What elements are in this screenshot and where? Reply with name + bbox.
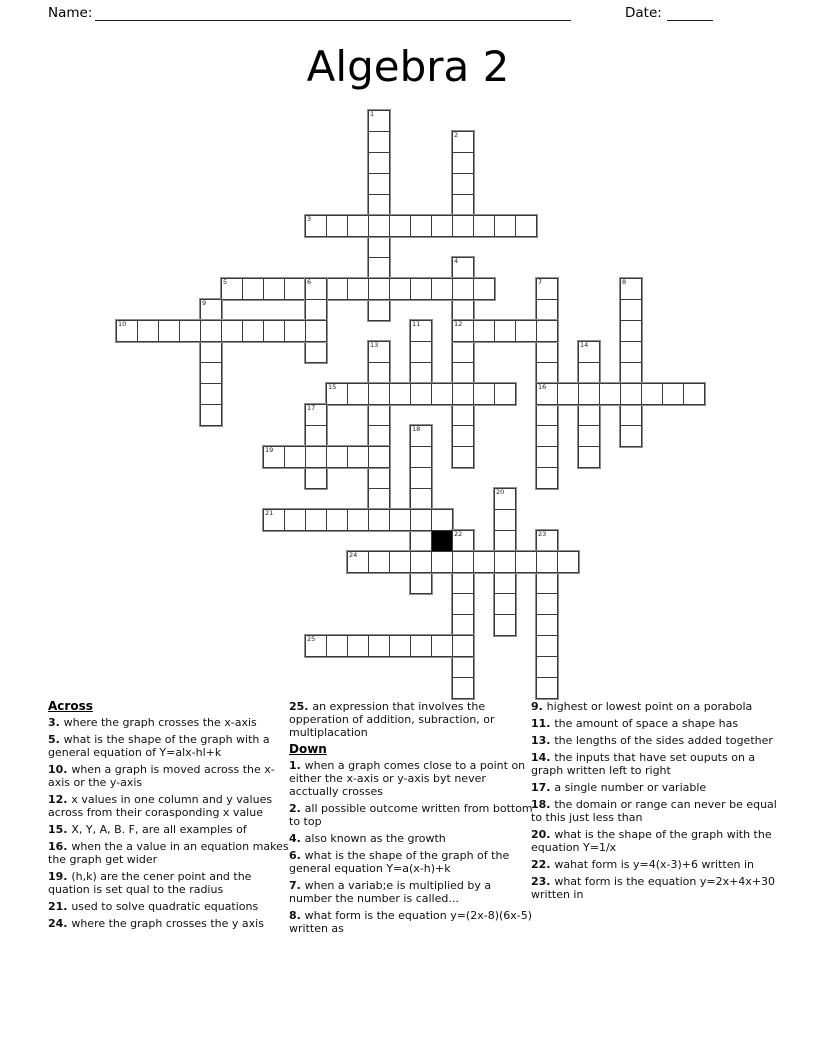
grid-cell	[557, 551, 579, 573]
word-number: 18	[412, 425, 421, 433]
grid-cell	[368, 383, 390, 405]
grid-cell	[221, 320, 243, 342]
grid-cell	[473, 278, 495, 300]
grid-cell	[326, 215, 348, 237]
grid-cell	[494, 530, 516, 552]
grid-cell	[620, 404, 642, 426]
clue-3: 3. where the graph crosses the x-axis	[48, 716, 257, 729]
grid-cell	[326, 278, 348, 300]
grid-cell	[410, 383, 432, 405]
grid-cell	[536, 656, 558, 678]
grid-cell	[557, 383, 579, 405]
grid-cell	[200, 320, 222, 342]
grid-cell	[536, 425, 558, 447]
date-label: Date:	[625, 5, 662, 21]
word-number: 9	[202, 299, 207, 307]
grid-cell	[473, 320, 495, 342]
word-number: 21	[265, 509, 274, 517]
grid-cell	[410, 488, 432, 510]
grid-cell	[536, 572, 558, 594]
clue-14: 14. the inputs that have set ouputs on a graph written left to right	[531, 751, 756, 777]
grid-cell	[410, 530, 432, 552]
grid-cell	[410, 509, 432, 531]
grid-cell	[452, 278, 474, 300]
grid-cell	[389, 551, 411, 573]
grid-cell	[389, 278, 411, 300]
grid-cell	[452, 383, 474, 405]
grid-cell	[410, 362, 432, 384]
word-number: 4	[454, 257, 459, 265]
clue-4: 4. also known as the growth	[289, 832, 446, 845]
grid-cell	[410, 446, 432, 468]
word-number: 24	[349, 551, 358, 559]
grid-cell	[410, 467, 432, 489]
grid-cell	[368, 173, 390, 195]
grid-cell	[578, 425, 600, 447]
grid-cell	[431, 383, 453, 405]
grid-cell	[326, 635, 348, 657]
grid-cell	[410, 278, 432, 300]
grid-cell	[620, 299, 642, 321]
grid-cell	[263, 320, 285, 342]
grid-cell	[473, 215, 495, 237]
clue-15: 15. X, Y, A, B. F, are all examples of	[48, 823, 247, 836]
grid-cell	[431, 509, 453, 531]
grid-cell	[452, 656, 474, 678]
clue-17: 17. a single number or variable	[531, 781, 707, 794]
grid-cell	[662, 383, 684, 405]
clue-column-1	[48, 700, 290, 934]
word-number: 2	[454, 131, 459, 139]
grid-cell	[368, 467, 390, 489]
grid-cell	[452, 404, 474, 426]
clue-column-3	[531, 700, 779, 905]
clue-8: 8. what form is the equation y=(2x-8)(6x-5) written as	[289, 909, 533, 935]
grid-cell	[494, 383, 516, 405]
word-10-across	[116, 320, 327, 342]
grid-cell	[683, 383, 705, 405]
word-3-across	[305, 215, 537, 237]
grid-cell	[389, 509, 411, 531]
grid-cell	[326, 446, 348, 468]
clue-6: 6. what is the shape of the graph of the general equation Y=a(x-h)+k	[289, 849, 510, 875]
clue-1: 1. when a graph comes close to a point on either the x-axis or y-axis byt never acctually crosses	[289, 759, 526, 798]
word-number: 3	[307, 215, 312, 223]
black-cell	[431, 530, 453, 552]
grid-cell	[473, 383, 495, 405]
grid-cell	[620, 320, 642, 342]
word-number: 7	[538, 278, 543, 286]
grid-cell	[494, 614, 516, 636]
grid-cell	[368, 131, 390, 153]
word-number: 6	[307, 278, 312, 286]
grid-cell	[368, 425, 390, 447]
grid-cell	[452, 341, 474, 363]
word-number: 25	[307, 635, 316, 643]
grid-cell	[536, 320, 558, 342]
word-number: 11	[412, 320, 421, 328]
grid-cell	[452, 635, 474, 657]
grid-cell	[536, 635, 558, 657]
grid-cell	[368, 362, 390, 384]
grid-cell	[347, 215, 369, 237]
word-21-across	[263, 509, 453, 531]
grid-cell	[452, 173, 474, 195]
grid-cell	[242, 278, 264, 300]
grid-cell	[536, 404, 558, 426]
grid-cell	[431, 551, 453, 573]
grid-cell	[494, 593, 516, 615]
grid-cell	[284, 278, 306, 300]
grid-cell	[452, 425, 474, 447]
grid-cell	[347, 278, 369, 300]
word-number: 20	[496, 488, 505, 496]
grid-cell	[305, 299, 327, 321]
grid-cell	[305, 425, 327, 447]
word-number: 15	[328, 383, 337, 391]
grid-cell	[200, 362, 222, 384]
grid-cell	[368, 236, 390, 258]
grid-cell	[452, 299, 474, 321]
grid-cell	[536, 341, 558, 363]
grid-cell	[347, 635, 369, 657]
grid-cell	[515, 215, 537, 237]
grid-cell	[452, 152, 474, 174]
grid-cell	[389, 635, 411, 657]
grid-cell	[599, 383, 621, 405]
clue-13: 13. the lengths of the sides added together	[531, 734, 773, 747]
grid-cell	[536, 446, 558, 468]
grid-cell	[410, 215, 432, 237]
grid-cell	[452, 362, 474, 384]
grid-cell	[368, 152, 390, 174]
grid-cell	[368, 299, 390, 321]
grid-cell	[368, 446, 390, 468]
grid-cell	[452, 446, 474, 468]
grid-cell	[347, 446, 369, 468]
grid-cell	[536, 551, 558, 573]
clue-22: 22. wahat form is y=4(x-3)+6 written in	[531, 858, 754, 871]
word-15-across	[326, 383, 516, 405]
grid-cell	[578, 446, 600, 468]
clue-21: 21. used to solve quadratic equations	[48, 900, 259, 913]
grid-cell	[620, 341, 642, 363]
grid-cell	[494, 509, 516, 531]
clue-18: 18. the domain or range can never be equal to this just less than	[531, 798, 777, 824]
clue-2: 2. all possible outcome written from bottom to top	[289, 802, 533, 828]
grid-cell	[368, 404, 390, 426]
grid-cell	[452, 551, 474, 573]
word-8-down	[620, 278, 642, 447]
grid-cell	[200, 341, 222, 363]
grid-cell	[473, 551, 495, 573]
grid-cell	[431, 215, 453, 237]
clue-7: 7. when a variab;e is multiplied by a number the number is called...	[289, 879, 492, 905]
grid-cell	[494, 320, 516, 342]
grid-cell	[431, 635, 453, 657]
grid-cell	[494, 551, 516, 573]
clue-12: 12. x values in one column and y values across from their corasponding x value	[48, 793, 273, 819]
grid-cell	[578, 383, 600, 405]
grid-cell	[641, 383, 663, 405]
word-number: 16	[538, 383, 547, 391]
grid-cell	[284, 320, 306, 342]
grid-cell	[452, 194, 474, 216]
grid-cell	[158, 320, 180, 342]
grid-cell	[578, 362, 600, 384]
grid-cell	[431, 278, 453, 300]
word-12-across	[452, 320, 558, 342]
grid-cell	[620, 425, 642, 447]
grid-cell	[305, 341, 327, 363]
grid-cell	[536, 593, 558, 615]
word-9-down	[200, 299, 222, 426]
word-number: 19	[265, 446, 274, 454]
grid-cell	[452, 677, 474, 699]
grid-cell	[494, 572, 516, 594]
clue-10: 10. when a graph is moved across the x-axis or the y-axis	[48, 763, 275, 789]
grid-cell	[620, 383, 642, 405]
clue-20: 20. what is the shape of the graph with the equation Y=1/x	[531, 828, 772, 854]
grid-cell	[515, 320, 537, 342]
page-title: Algebra 2	[306, 42, 510, 91]
grid-cell	[305, 467, 327, 489]
grid-cell	[200, 383, 222, 405]
word-13-down	[368, 341, 390, 531]
clue-19: 19. (h,k) are the cener point and the quation is set qual to the radius	[48, 870, 252, 896]
name-blank-line	[95, 19, 571, 21]
grid-cell	[536, 677, 558, 699]
grid-cell	[536, 467, 558, 489]
name-label: Name:	[48, 5, 93, 21]
clue-column-2	[289, 700, 535, 939]
grid-cell	[410, 635, 432, 657]
word-number: 10	[118, 320, 127, 328]
grid-cell	[368, 257, 390, 279]
grid-cell	[368, 509, 390, 531]
word-16-across	[536, 383, 705, 405]
word-number: 5	[223, 278, 228, 286]
grid-cell	[536, 362, 558, 384]
grid-cell	[410, 572, 432, 594]
grid-cell	[368, 551, 390, 573]
grid-cell	[410, 551, 432, 573]
grid-cell	[368, 278, 390, 300]
grid-cell	[368, 215, 390, 237]
word-number: 12	[454, 320, 463, 328]
grid-cell	[326, 509, 348, 531]
word-number: 13	[370, 341, 379, 349]
grid-cell	[263, 278, 285, 300]
word-number: 14	[580, 341, 589, 349]
grid-cell	[347, 509, 369, 531]
date-blank-line	[667, 19, 713, 21]
grid-cell	[452, 614, 474, 636]
grid-cell	[515, 551, 537, 573]
grid-cell	[536, 299, 558, 321]
word-number: 1	[370, 110, 375, 118]
clue-25: 25. an expression that involves the opperation of addition, subraction, or multiplacation	[289, 700, 495, 739]
grid-cell	[620, 362, 642, 384]
word-number: 8	[622, 278, 627, 286]
word-number: 22	[454, 530, 463, 538]
grid-cell	[284, 446, 306, 468]
clue-header-down: Down	[289, 742, 327, 756]
grid-cell	[410, 341, 432, 363]
grid-cell	[137, 320, 159, 342]
grid-cell	[578, 404, 600, 426]
word-number: 23	[538, 530, 547, 538]
word-number: 17	[307, 404, 316, 412]
grid-cell	[200, 404, 222, 426]
clue-16: 16. when the a value in an equation makes the graph get wider	[48, 840, 289, 866]
clue-9: 9. highest or lowest point on a porabola	[531, 700, 753, 713]
grid-cell	[368, 194, 390, 216]
grid-cell	[536, 614, 558, 636]
grid-cell	[389, 383, 411, 405]
grid-cell	[368, 635, 390, 657]
grid-cell	[305, 446, 327, 468]
word-19-across	[263, 446, 390, 468]
grid-cell	[368, 488, 390, 510]
grid-cell	[452, 215, 474, 237]
grid-cell	[452, 572, 474, 594]
grid-cell	[494, 215, 516, 237]
word-5-across	[221, 278, 495, 300]
clue-5: 5. what is the shape of the graph with a general equation of Y=alx-hl+k	[48, 733, 270, 759]
grid-cell	[305, 509, 327, 531]
grid-cell	[347, 383, 369, 405]
grid-cell	[242, 320, 264, 342]
word-25-across	[305, 635, 474, 657]
clue-11: 11. the amount of space a shape has	[531, 717, 739, 730]
clue-24: 24. where the graph crosses the y axis	[48, 917, 264, 930]
grid-cell	[452, 593, 474, 615]
word-24-across	[347, 551, 579, 573]
grid-cell	[179, 320, 201, 342]
clue-23: 23. what form is the equation y=2x+4x+30 written in	[531, 875, 776, 901]
clue-header-across: Across	[48, 699, 93, 713]
grid-cell	[389, 215, 411, 237]
grid-cell	[305, 320, 327, 342]
grid-cell	[284, 509, 306, 531]
